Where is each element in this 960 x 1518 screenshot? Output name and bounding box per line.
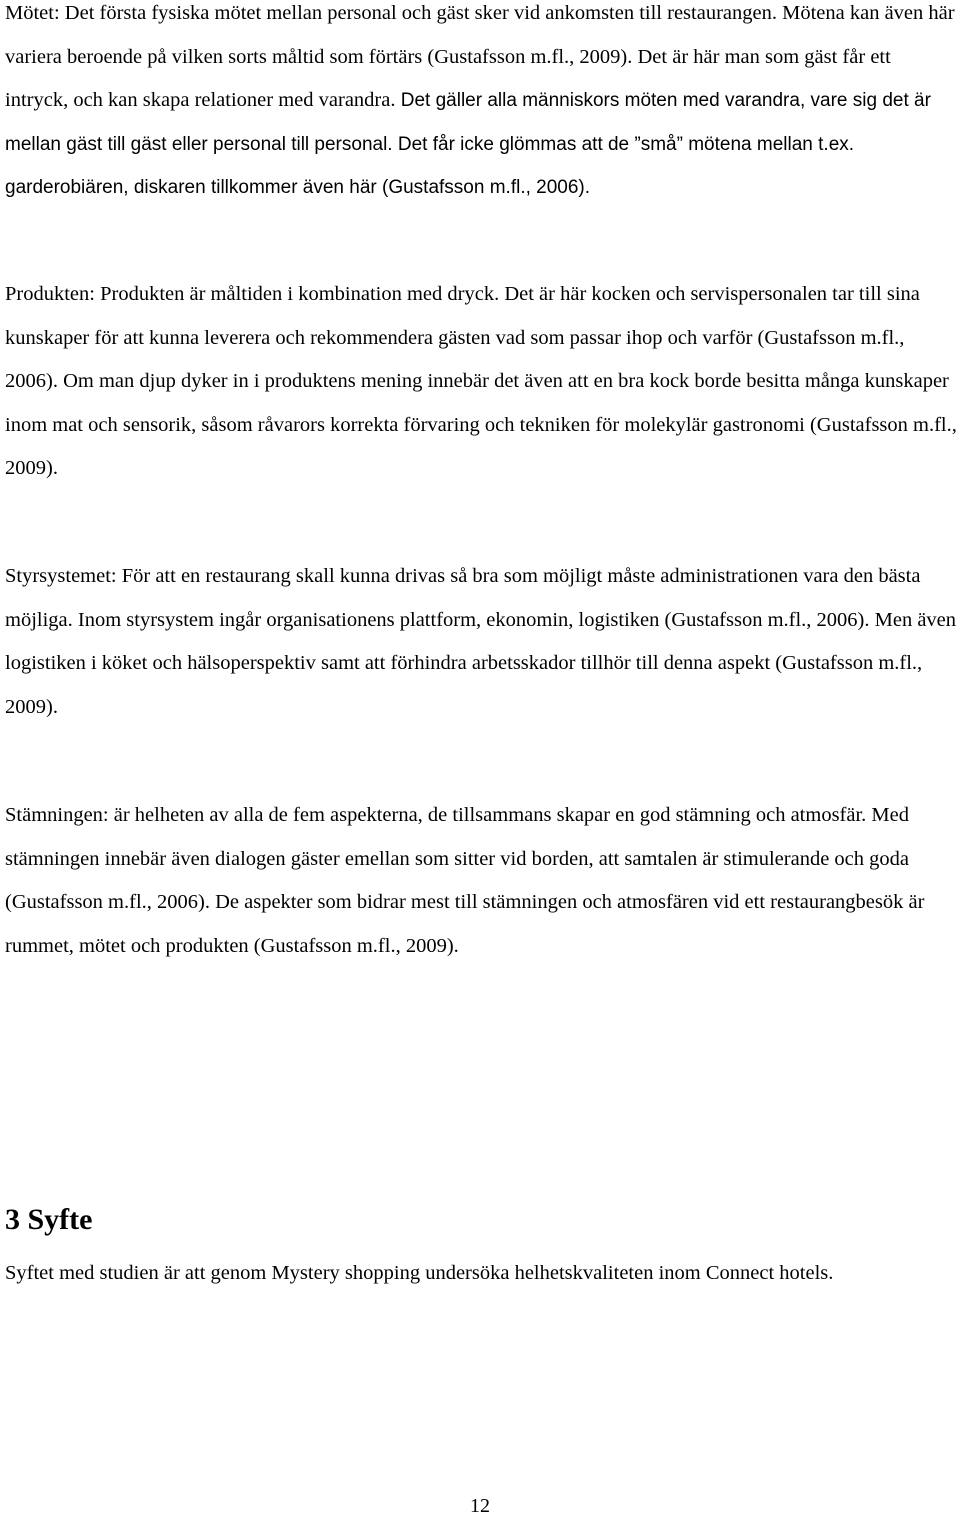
section-body: Syftet med studien är att genom Mystery shopping undersöka helhetskvaliteten inom Connect hotels. xyxy=(5,1262,834,1284)
paragraph-styrsystemet: Styrsystemet: För att en restaurang skall kunna drivas så bra som möjligt måste administrationen vara den bästa möjliga. Inom styrsystem ingår organisationens plattform, ekonomin, logistiken (Gustafsson m.fl., 2006). Men även logistiken i köket och hälsoperspektiv samt att förhindra arbetsskador tillhör till denna aspekt (Gustafsson m.fl., 2009). xyxy=(5,565,957,718)
paragraph-motet-part-1: Mötet: Det första fysiska mötet mellan personal och gäst sker vid ankomsten till restaurangen. Mötena kan även här variera beroende på vilken sorts måltid som förtärs (Gustafsson m.fl., 2009). Det är här man som gäst får ett intryck, och kan skapa relationer med varandra. xyxy=(5,2,955,111)
paragraph-produkten: Produkten: Produkten är måltiden i kombination med dryck. Det är här kocken och servispersonalen tar till sina kunskaper för att kunna leverera och rekommendera gästen vad som passar ihop och varför (Gustafsson m.fl., 2006). Om man djup dyker in i produktens mening innebär det även att en bra kock borde besitta många kunskaper inom mat och sensorik, såsom råvarors korrekta förvaring och tekniken för molekylär gastronomi (Gustafsson m.fl., 2009). xyxy=(5,283,957,479)
paragraph-motet-part-3: Det får icke glömmas att de ”små” mötena mellan t.ex. garderobiären, diskaren tillkommer även här (Gustafsson m.fl., 2006). xyxy=(5,133,855,198)
page-number: 12 xyxy=(470,1495,490,1517)
section-heading: 3 Syfte xyxy=(5,1203,93,1236)
paragraph-motet-part-2: Det gäller alla människors möten med varandra, vare sig det är mellan gäst till gäst eller personal till personal. xyxy=(5,90,931,155)
paragraph-stamningen: Stämningen: är helheten av alla de fem aspekterna, de tillsammans skapar en god stämning och atmosfär. Med stämningen innebär även dialogen gäster emellan som sitter vid borden, att samtalen är stimulerande och goda (Gustafsson m.fl., 2006). De aspekter som bidrar mest till stämningen och atmosfären vid ett restaurangbesök är rummet, mötet och produkten (Gustafsson m.fl., 2009). xyxy=(5,804,925,957)
paragraph-motet xyxy=(5,0,958,210)
